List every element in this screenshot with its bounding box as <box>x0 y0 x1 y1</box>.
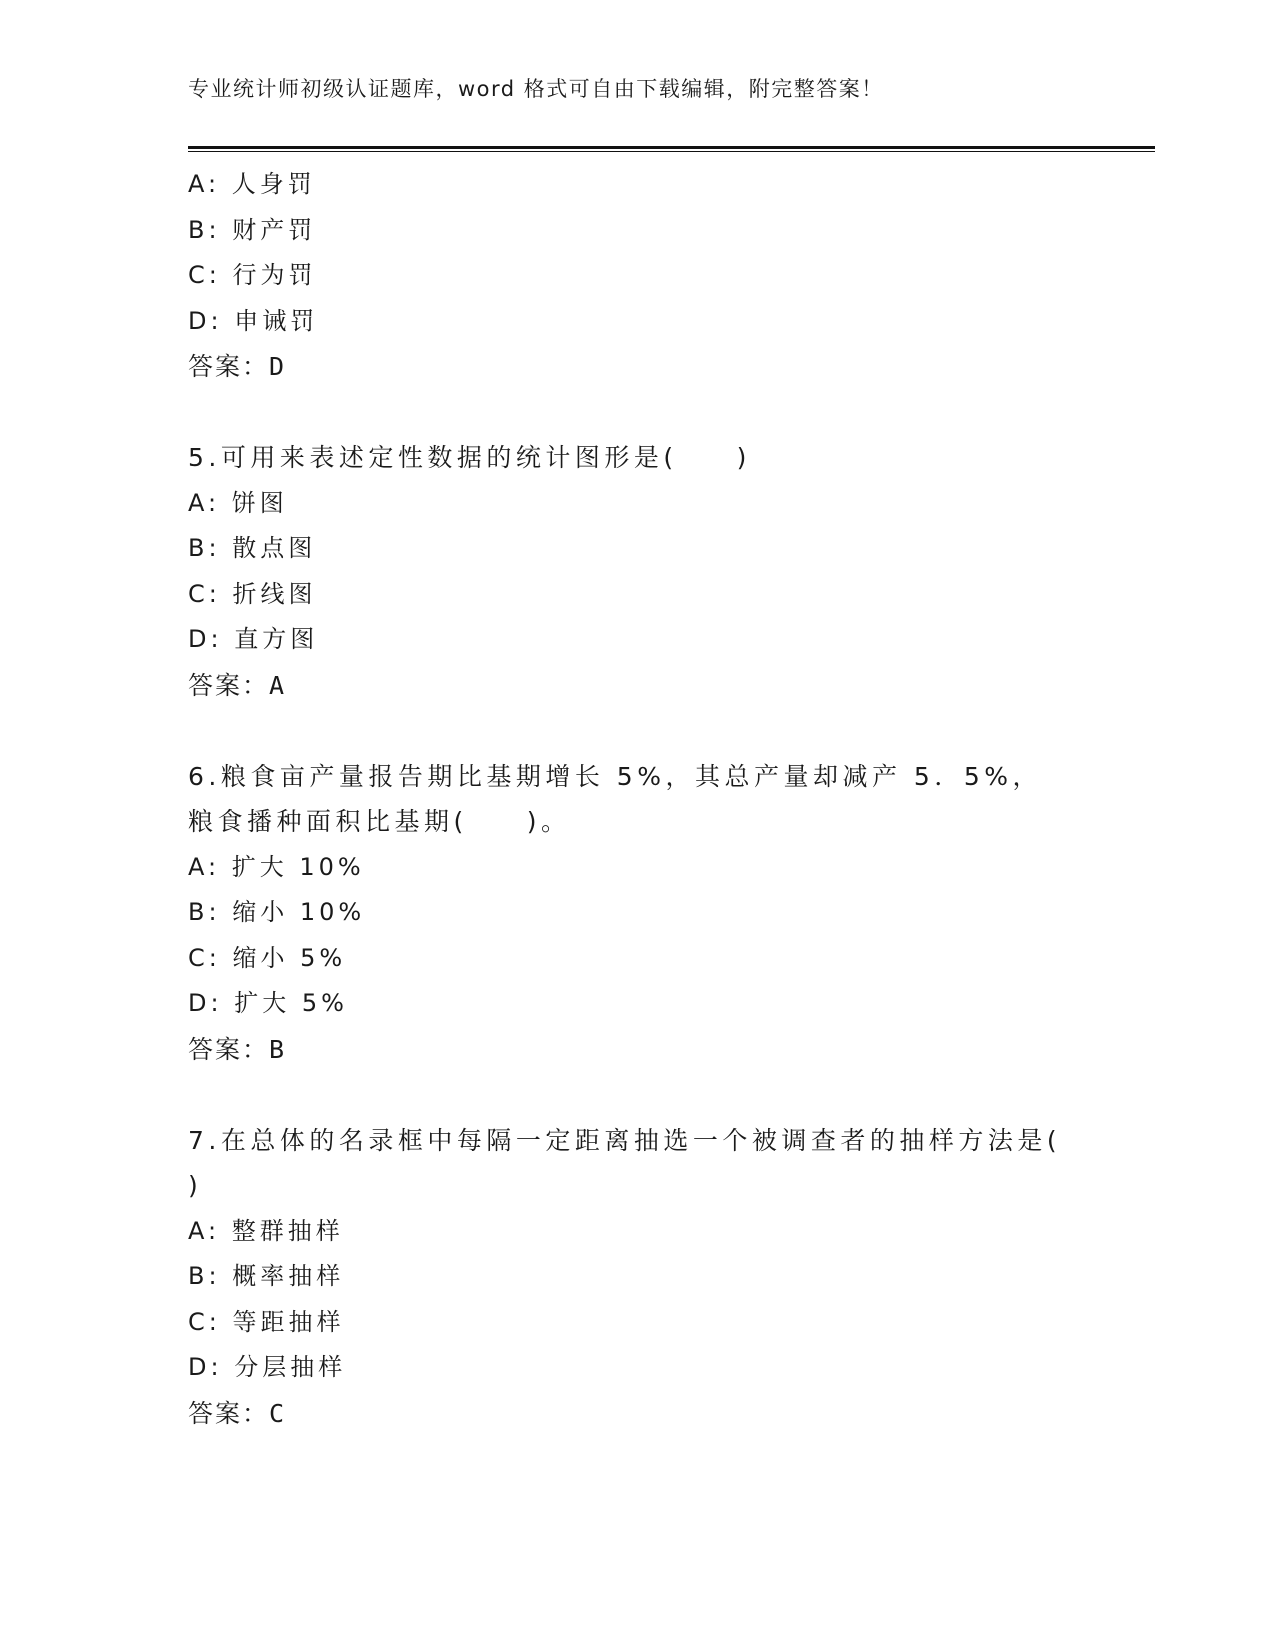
option-b: B: 财产罚 <box>188 215 317 244</box>
question-block <box>188 754 1088 1073</box>
option-d: D: 申诫罚 <box>188 306 319 335</box>
page-header: 专业统计师初级认证题库，word 格式可自由下载编辑，附完整答案！ <box>188 77 884 101</box>
option-a: A: 扩大 10% <box>188 852 365 881</box>
option-a: A: 人身罚 <box>188 170 316 198</box>
answer-line: 答案：B <box>188 1034 287 1064</box>
question-content <box>188 162 1121 1436</box>
option-c: C: 行为罚 <box>188 261 317 289</box>
answer-line: 答案：D <box>188 352 287 381</box>
question-stem: 6.粮食亩产量报告期比基期增长 5%，其总产量却减产 5．5%，粮食播种面积比基期( )。 <box>188 761 1042 836</box>
option-d: D: 分层抽样 <box>188 1353 347 1381</box>
answer-line: 答案：A <box>188 670 287 700</box>
option-c: C: 折线图 <box>188 579 317 608</box>
question-stem: 7.在总体的名录框中每隔一定距离抽选一个被调查者的抽样方法是( ) <box>188 1125 1121 1200</box>
question-block <box>188 162 1088 390</box>
option-c: C: 等距抽样 <box>188 1307 345 1336</box>
option-a: A: 饼图 <box>188 488 288 517</box>
option-b: B: 散点图 <box>188 534 317 562</box>
option-a: A: 整群抽样 <box>188 1216 344 1245</box>
option-d: D: 扩大 5% <box>188 989 348 1017</box>
question-stem: 5.可用来表述定性数据的统计图形是( ) <box>188 443 751 472</box>
question-block <box>188 435 1088 708</box>
option-b: B: 缩小 10% <box>188 898 366 926</box>
answer-line: 答案：C <box>188 1398 287 1428</box>
header-rule-thick <box>188 146 1155 149</box>
question-block <box>188 1118 1121 1437</box>
option-b: B: 概率抽样 <box>188 1262 345 1290</box>
option-d: D: 直方图 <box>188 625 319 653</box>
option-c: C: 缩小 5% <box>188 943 347 972</box>
header-rule-thin <box>188 151 1155 152</box>
